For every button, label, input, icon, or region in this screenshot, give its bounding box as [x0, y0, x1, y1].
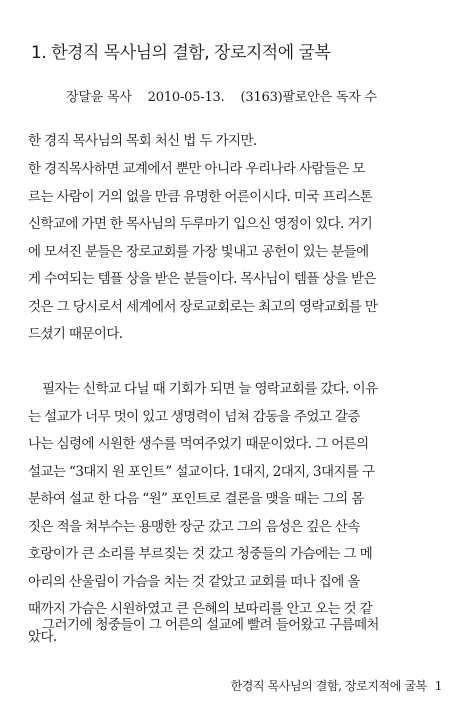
byline-author: 장달윤 목사 — [66, 90, 132, 105]
byline-note: (3163)팔로안은 독자 수 — [240, 90, 377, 105]
text-line: 아리의 산울림이 가슴을 치는 것 같았고 교회를 떠나 집에 올 — [28, 573, 360, 590]
text-line: 짓은 적을 쳐부수는 용맹한 장군 갔고 그의 음성은 깊은 산속 — [28, 518, 360, 535]
text-line: 나는 심령에 시원한 생수를 먹여주었기 때문이었다. 그 어른의 — [28, 436, 369, 452]
text-line: 필자는 신학교 다닐 때 기회가 되면 늘 영락교회를 갔다. 이유 — [42, 381, 378, 397]
text-line: 르는 사람이 거의 없을 만큼 유명한 어른이시다. 미국 프리스톤 — [28, 188, 373, 205]
text-line: 한 경직 목사님의 목회 처신 법 두 가지만. — [28, 133, 257, 149]
paragraph-4 — [28, 612, 442, 640]
text-line: 분하여 설교 한 다음 “원” 포인트로 결론을 맺을 때는 그의 몸 — [28, 491, 364, 507]
text-line: 았다. — [28, 628, 57, 645]
text-line: 호랑이가 큰 소리를 부르짖는 것 갔고 청중들의 가슴에는 그 메 — [28, 546, 373, 562]
text-line: 설교는 “3대지 원 포인트” 설교이다. 1대지, 2대지, 3대지를 구 — [28, 463, 375, 480]
paragraph-1 — [28, 128, 442, 156]
paragraph-3 — [28, 376, 442, 651]
page-footer — [231, 677, 442, 694]
text-line: 것은 그 당시로서 세계에서 장로교회로는 최고의 영락교회를 만 — [28, 298, 378, 315]
page-title: 1. 한경직 목사님의 결함, 장로지적에 굴복 — [31, 43, 331, 63]
paragraph-2 — [28, 156, 442, 349]
text-line: 는 설교가 너무 멋이 있고 생명력이 넘쳐 감동을 주었고 갈증 — [28, 408, 360, 425]
text-line: 드셨기 때문이다. — [28, 326, 123, 342]
text-line: 에 모셔진 분들은 장로교회를 가장 빛내고 공헌이 있는 분들에 — [28, 243, 369, 260]
text-line: 그러기에 청중들이 그 어른의 설교에 빨려 들어왔고 구름떼처 — [42, 617, 379, 633]
text-line: 때까지 가슴은 시원하였고 큰 은혜의 보따리를 안고 오는 것 같 — [28, 601, 373, 617]
text-line: 한 경직목사하면 교계에서 뿐만 아니라 우리나라 사람들은 모 — [28, 161, 365, 177]
byline-date: 2010-05-13. — [147, 90, 225, 105]
running-title: 한경직 목사님의 결함, 장로지적에 굴복 — [230, 679, 427, 693]
text-line: 신학교에 가면 한 목사님의 두루마기 입으신 영정이 있다. 거기 — [28, 216, 373, 232]
text-line: 게 수여되는 템플 상을 받은 분들이다. 목사님이 템플 상을 받은 — [28, 271, 376, 287]
page-number: 1 — [434, 679, 442, 693]
byline — [66, 86, 389, 105]
